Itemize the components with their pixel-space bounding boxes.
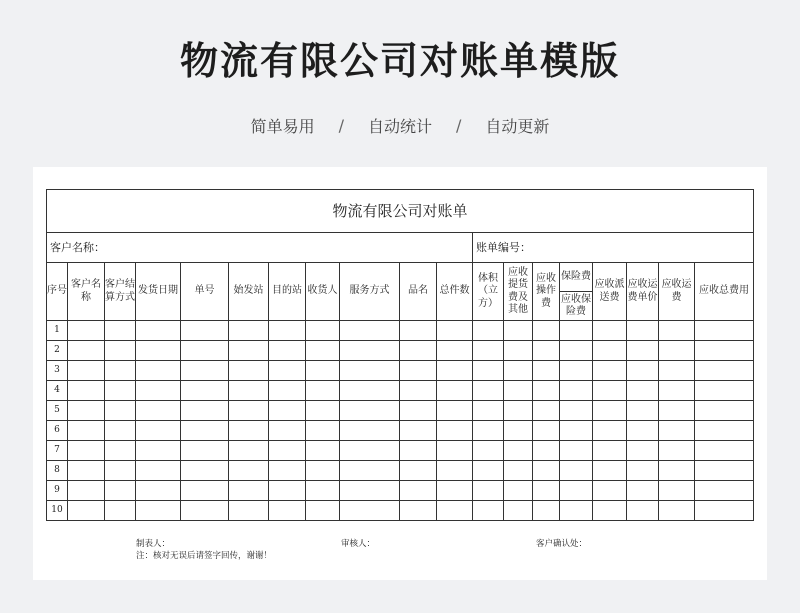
row-seq: 6 (47, 421, 68, 441)
header-order-no: 单号 (181, 263, 229, 321)
table-cell[interactable] (504, 501, 533, 521)
table-cell[interactable] (560, 461, 593, 481)
table-cell[interactable] (229, 381, 269, 401)
page-title: 物流有限公司对账单模版 (179, 39, 620, 83)
table-cell[interactable] (560, 421, 593, 441)
table-cell[interactable] (560, 501, 593, 521)
table-cell[interactable] (400, 381, 437, 401)
table-cell[interactable] (560, 381, 593, 401)
table-row (47, 421, 754, 441)
table-cell[interactable] (504, 421, 533, 441)
table-cell[interactable] (473, 381, 504, 401)
table-cell[interactable] (533, 481, 560, 501)
table-cell[interactable] (593, 401, 627, 421)
header-delivery-fee: 应收派送费 (593, 263, 627, 321)
table-cell[interactable] (593, 421, 627, 441)
header-handling-fee: 应收操作费 (533, 263, 560, 321)
table-cell[interactable] (340, 421, 400, 441)
tag-separator: / (338, 116, 344, 135)
table-cell[interactable] (627, 321, 659, 341)
table-cell[interactable] (593, 341, 627, 361)
table-row (47, 361, 754, 381)
table-cell[interactable] (68, 381, 105, 401)
table-cell[interactable] (269, 481, 306, 501)
header-freight-unit-price: 应收运费单价 (627, 263, 659, 321)
table-cell[interactable] (593, 441, 627, 461)
table-cell[interactable] (68, 441, 105, 461)
table-cell[interactable] (533, 381, 560, 401)
table-cell[interactable] (560, 481, 593, 501)
table-cell[interactable] (659, 481, 695, 501)
table-cell[interactable] (560, 441, 593, 461)
table-cell[interactable] (181, 421, 229, 441)
table-cell[interactable] (340, 461, 400, 481)
table-cell[interactable] (181, 341, 229, 361)
table-cell[interactable] (68, 401, 105, 421)
table-cell[interactable] (437, 441, 473, 461)
table-cell[interactable] (695, 401, 754, 421)
row-seq: 8 (47, 461, 68, 481)
table-cell[interactable] (560, 321, 593, 341)
table-cell[interactable] (136, 421, 181, 441)
table-cell[interactable] (340, 401, 400, 421)
header-ship-date: 发货日期 (136, 263, 181, 321)
header-total-fee: 应收总费用 (695, 263, 754, 321)
table-cell[interactable] (229, 361, 269, 381)
table-cell[interactable] (306, 381, 340, 401)
table-cell[interactable] (400, 501, 437, 521)
table-cell[interactable] (306, 421, 340, 441)
table-cell[interactable] (627, 441, 659, 461)
table-cell[interactable] (269, 461, 306, 481)
header-origin: 始发站 (229, 263, 269, 321)
table-cell[interactable] (560, 401, 593, 421)
table-cell[interactable] (400, 481, 437, 501)
table-cell[interactable] (136, 341, 181, 361)
table-cell[interactable] (473, 321, 504, 341)
table-cell[interactable] (627, 481, 659, 501)
table-cell[interactable] (68, 461, 105, 481)
table-cell[interactable] (473, 341, 504, 361)
table-row (47, 381, 754, 401)
table-cell[interactable] (229, 441, 269, 461)
table-cell[interactable] (627, 381, 659, 401)
row-seq: 5 (47, 401, 68, 421)
table-cell[interactable] (473, 441, 504, 461)
table-cell[interactable] (400, 341, 437, 361)
table-cell[interactable] (105, 321, 136, 341)
table-cell[interactable] (659, 421, 695, 441)
table-cell[interactable] (340, 501, 400, 521)
table-cell[interactable] (306, 341, 340, 361)
table-cell[interactable] (68, 341, 105, 361)
table-cell[interactable] (533, 501, 560, 521)
table-cell[interactable] (306, 461, 340, 481)
table-cell[interactable] (400, 461, 437, 481)
table-cell[interactable] (68, 481, 105, 501)
row-seq: 9 (47, 481, 68, 501)
table-cell[interactable] (181, 441, 229, 461)
table-cell[interactable] (437, 361, 473, 381)
table-cell[interactable] (136, 501, 181, 521)
table-cell[interactable] (627, 461, 659, 481)
reviewer-label: 审核人： (341, 539, 376, 549)
table-cell[interactable] (473, 481, 504, 501)
table-cell[interactable] (695, 381, 754, 401)
table-cell[interactable] (306, 361, 340, 381)
row-seq: 4 (47, 381, 68, 401)
table-cell[interactable] (340, 361, 400, 381)
statement-table (46, 189, 754, 521)
header-customer-name: 客户名称 (68, 263, 105, 321)
customer-name-label: 客户名称： (47, 233, 473, 263)
table-cell[interactable] (269, 401, 306, 421)
table-cell[interactable] (105, 381, 136, 401)
tag-easy: 简单易用 (250, 117, 315, 136)
table-row (47, 461, 754, 481)
table-cell[interactable] (533, 461, 560, 481)
table-cell[interactable] (437, 501, 473, 521)
table-cell[interactable] (229, 321, 269, 341)
row-seq: 3 (47, 361, 68, 381)
table-cell[interactable] (593, 461, 627, 481)
table-cell[interactable] (437, 381, 473, 401)
table-cell[interactable] (340, 341, 400, 361)
header-total-pieces: 总件数 (437, 263, 473, 321)
table-cell[interactable] (136, 321, 181, 341)
table-cell[interactable] (533, 321, 560, 341)
table-cell[interactable] (437, 321, 473, 341)
table-cell[interactable] (627, 401, 659, 421)
table-cell[interactable] (136, 441, 181, 461)
header-insurance-group: 保险费 (560, 263, 593, 292)
table-cell[interactable] (306, 481, 340, 501)
table-cell[interactable] (269, 381, 306, 401)
table-cell[interactable] (695, 441, 754, 461)
header-volume: 体积（立方） (473, 263, 504, 321)
table-cell[interactable] (504, 381, 533, 401)
table-cell[interactable] (136, 401, 181, 421)
table-cell[interactable] (533, 401, 560, 421)
table-cell[interactable] (659, 381, 695, 401)
table-cell[interactable] (229, 461, 269, 481)
table-cell[interactable] (695, 321, 754, 341)
table-cell[interactable] (533, 441, 560, 461)
table-cell[interactable] (105, 461, 136, 481)
header-destination: 目的站 (269, 263, 306, 321)
table-cell[interactable] (400, 401, 437, 421)
table-cell[interactable] (659, 321, 695, 341)
table-cell[interactable] (437, 461, 473, 481)
table-cell[interactable] (340, 321, 400, 341)
table-cell[interactable] (593, 381, 627, 401)
table-cell[interactable] (593, 501, 627, 521)
table-cell[interactable] (627, 341, 659, 361)
customer-confirm-label: 客户确认处： (536, 539, 588, 549)
table-cell[interactable] (437, 401, 473, 421)
table-cell[interactable] (68, 421, 105, 441)
table-cell[interactable] (181, 461, 229, 481)
table-cell[interactable] (105, 481, 136, 501)
table-cell[interactable] (400, 321, 437, 341)
table-cell[interactable] (659, 501, 695, 521)
table-cell[interactable] (68, 361, 105, 381)
table-cell[interactable] (627, 361, 659, 381)
table-cell[interactable] (68, 501, 105, 521)
table-cell[interactable] (437, 421, 473, 441)
table-row (47, 501, 754, 521)
table-cell[interactable] (504, 461, 533, 481)
table-row (47, 441, 754, 461)
table-cell[interactable] (269, 361, 306, 381)
table-cell[interactable] (659, 441, 695, 461)
table-cell[interactable] (136, 461, 181, 481)
table-cell[interactable] (181, 501, 229, 521)
table-cell[interactable] (105, 421, 136, 441)
table-row (47, 481, 754, 501)
table-cell[interactable] (306, 401, 340, 421)
table-cell[interactable] (181, 321, 229, 341)
table-cell[interactable] (437, 481, 473, 501)
table-cell[interactable] (105, 401, 136, 421)
table-cell[interactable] (229, 501, 269, 521)
table-cell[interactable] (473, 401, 504, 421)
table-cell[interactable] (533, 361, 560, 381)
header-pickup-fee: 应收提货费及其他 (504, 263, 533, 321)
table-cell[interactable] (306, 501, 340, 521)
table-cell[interactable] (269, 421, 306, 441)
bill-number-label: 账单编号： (473, 233, 754, 263)
table-cell[interactable] (437, 341, 473, 361)
table-cell[interactable] (473, 501, 504, 521)
table-cell[interactable] (533, 341, 560, 361)
table-cell[interactable] (659, 401, 695, 421)
table-cell[interactable] (659, 341, 695, 361)
header-settle-method: 客户结算方式 (105, 263, 136, 321)
header-insurance-fee: 应收保险费 (560, 292, 593, 321)
table-cell[interactable] (504, 321, 533, 341)
table-cell[interactable] (340, 381, 400, 401)
table-cell[interactable] (306, 321, 340, 341)
table-cell[interactable] (560, 341, 593, 361)
table-cell[interactable] (181, 381, 229, 401)
table-row (47, 321, 754, 341)
table-cell[interactable] (627, 501, 659, 521)
table-cell[interactable] (400, 361, 437, 381)
table-cell[interactable] (695, 461, 754, 481)
table-cell[interactable] (504, 341, 533, 361)
header-consignee: 收货人 (306, 263, 340, 321)
table-cell[interactable] (136, 481, 181, 501)
table-cell[interactable] (533, 421, 560, 441)
table-cell[interactable] (105, 341, 136, 361)
table-cell[interactable] (659, 461, 695, 481)
table-cell[interactable] (340, 441, 400, 461)
table-cell[interactable] (136, 381, 181, 401)
table-cell[interactable] (105, 501, 136, 521)
table-cell[interactable] (593, 481, 627, 501)
table-cell[interactable] (695, 361, 754, 381)
table-cell[interactable] (695, 481, 754, 501)
table-cell[interactable] (229, 421, 269, 441)
table-cell[interactable] (473, 421, 504, 441)
table-cell[interactable] (105, 441, 136, 461)
table-row (47, 341, 754, 361)
table-cell[interactable] (229, 341, 269, 361)
row-seq: 7 (47, 441, 68, 461)
footer-note: 注：核对无误后请签字回传，谢谢！ (136, 551, 273, 561)
table-cell[interactable] (269, 501, 306, 521)
table-cell[interactable] (560, 361, 593, 381)
header-freight: 应收运费 (659, 263, 695, 321)
table-cell[interactable] (627, 421, 659, 441)
table-cell[interactable] (181, 361, 229, 381)
table-cell[interactable] (181, 481, 229, 501)
table-cell[interactable] (306, 441, 340, 461)
table-cell[interactable] (659, 361, 695, 381)
table-row (47, 401, 754, 421)
table-cell[interactable] (68, 321, 105, 341)
table-cell[interactable] (269, 441, 306, 461)
row-seq: 1 (47, 321, 68, 341)
tag-auto-stats: 自动统计 (367, 117, 432, 136)
table-cell[interactable] (695, 341, 754, 361)
table-cell[interactable] (504, 481, 533, 501)
table-cell[interactable] (400, 421, 437, 441)
statement-sheet (33, 167, 767, 580)
table-cell[interactable] (269, 341, 306, 361)
table-cell[interactable] (593, 321, 627, 341)
preparer-label: 制表人： (136, 539, 171, 549)
table-cell[interactable] (473, 361, 504, 381)
tag-separator: / (456, 116, 462, 135)
table-cell[interactable] (340, 481, 400, 501)
table-cell[interactable] (181, 401, 229, 421)
row-seq: 10 (47, 501, 68, 521)
table-cell[interactable] (473, 461, 504, 481)
header-service: 服务方式 (340, 263, 400, 321)
feature-tags (0, 114, 800, 137)
table-cell[interactable] (504, 441, 533, 461)
table-cell[interactable] (269, 321, 306, 341)
table-cell[interactable] (504, 361, 533, 381)
table-cell[interactable] (695, 501, 754, 521)
table-cell[interactable] (105, 361, 136, 381)
tag-auto-update: 自动更新 (485, 117, 550, 136)
table-cell[interactable] (400, 441, 437, 461)
sheet-title: 物流有限公司对账单 (47, 190, 754, 233)
table-cell[interactable] (229, 481, 269, 501)
row-seq: 2 (47, 341, 68, 361)
table-cell[interactable] (504, 401, 533, 421)
table-cell[interactable] (593, 361, 627, 381)
table-cell[interactable] (136, 361, 181, 381)
header-product: 品名 (400, 263, 437, 321)
header-seq: 序号 (47, 263, 68, 321)
table-cell[interactable] (229, 401, 269, 421)
table-cell[interactable] (695, 421, 754, 441)
